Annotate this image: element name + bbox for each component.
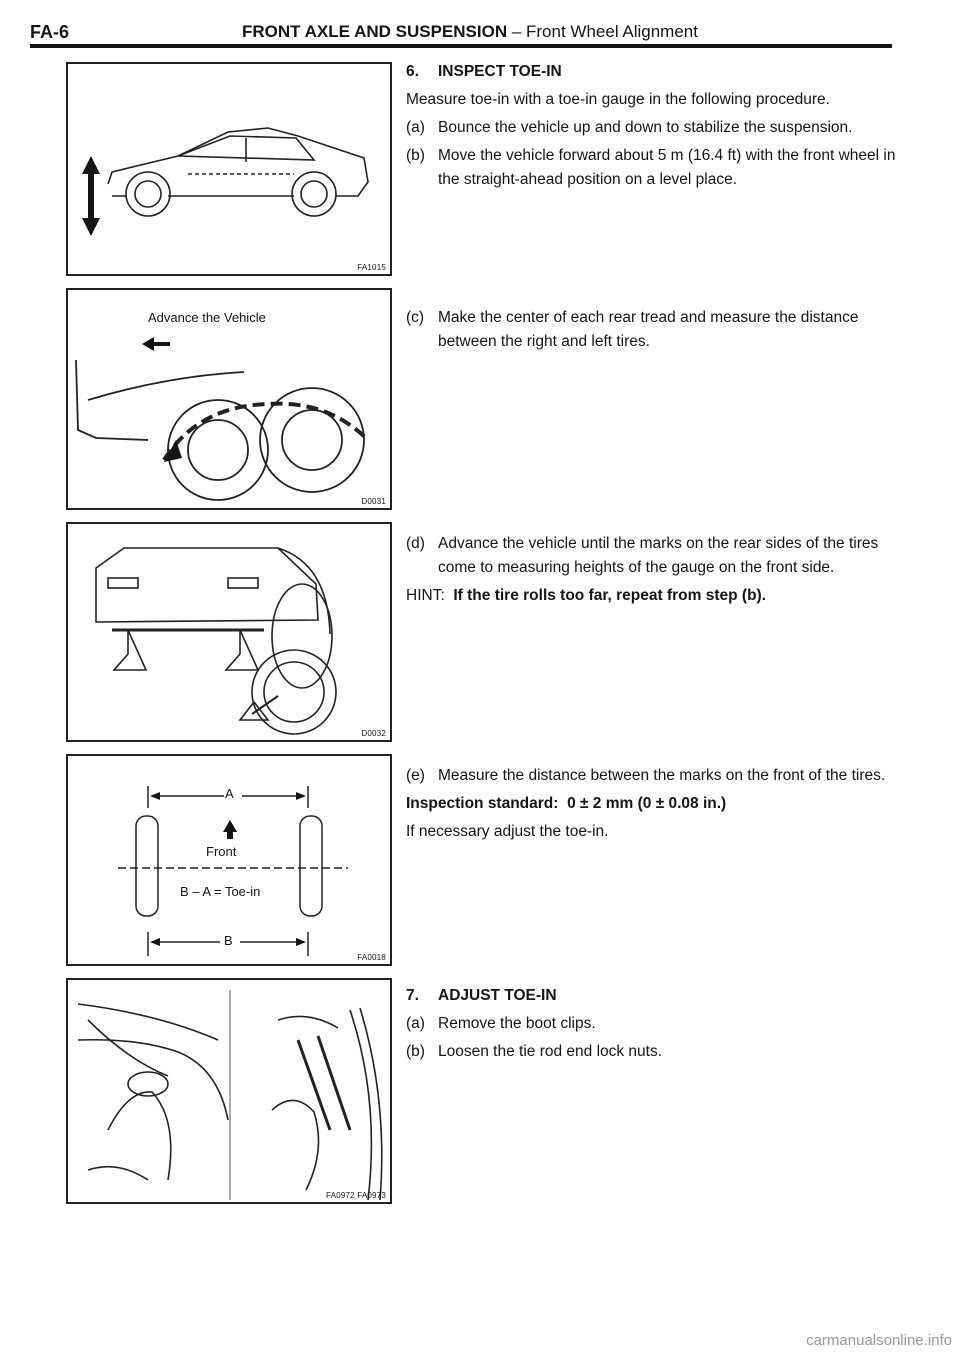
figure-code: FA0018 — [357, 953, 386, 962]
figure-advance-vehicle — [66, 288, 392, 510]
standard-label: Inspection standard: — [406, 795, 559, 812]
dimension-b-label: B — [224, 933, 233, 948]
step-6e: (e) Measure the distance between the marks on the front of the tires. — [406, 767, 886, 784]
step-7a: (a) Remove the boot clips. — [406, 1015, 596, 1032]
step-6c: (c) Make the center of each rear tread and measure the distance between the right and left tires. — [406, 309, 859, 350]
inspection-standard — [406, 792, 906, 816]
adjust-note: If necessary adjust the toe-in. — [406, 823, 609, 840]
hint — [406, 584, 906, 608]
front-label: Front — [206, 844, 237, 859]
header-rule — [30, 44, 892, 48]
figure-code: FA1015 — [357, 263, 386, 272]
standard-value: 0 ± 2 mm (0 ± 0.08 in.) — [567, 795, 727, 812]
dimension-a-label: A — [225, 786, 234, 801]
section-subtitle: – Front Wheel Alignment — [511, 22, 698, 41]
page-number: FA-6 — [30, 22, 70, 42]
figure-code: D0032 — [361, 729, 386, 738]
hint-text: If the tire rolls too far, repeat from step (b). — [453, 587, 767, 604]
section-title — [242, 22, 698, 42]
adjust-toe-in-illustration — [68, 980, 392, 1204]
watermark: carmanualsonline.info — [806, 1332, 952, 1349]
toe-in-gauge-illustration — [68, 524, 392, 742]
car-side-illustration — [68, 64, 392, 276]
step-7-heading: 7. ADJUST TOE-IN — [406, 987, 557, 1004]
section-title-main: FRONT AXLE AND SUSPENSION — [242, 22, 508, 41]
step-6d: (d) Advance the vehicle until the marks on the rear sides of the tires come to measuring heights of the gauge on the front side. — [406, 535, 879, 576]
step-6c-block — [406, 306, 906, 358]
rear-tires-illustration — [68, 290, 392, 510]
step-7-block — [406, 984, 906, 1068]
step-7-title: ADJUST TOE-IN — [438, 987, 557, 1004]
figure-toe-in-diagram — [66, 754, 392, 966]
figure-code: FA0972 FA0973 — [326, 1191, 386, 1200]
front-arrow-icon — [223, 820, 237, 839]
left-arrow-icon — [142, 337, 170, 351]
page-header — [30, 20, 890, 46]
figure-code: D0031 — [361, 497, 386, 506]
figure-adjust-toe-in — [66, 978, 392, 1204]
step-7b: (b) Loosen the tie rod end lock nuts. — [406, 1043, 663, 1060]
figure-bounce-vehicle — [66, 62, 392, 276]
step-6-title: INSPECT TOE-IN — [438, 63, 562, 80]
step-6-intro: Measure toe-in with a toe-in gauge in the following procedure. — [406, 91, 830, 108]
hint-label: HINT: — [406, 587, 445, 604]
bounce-arrow-icon — [82, 156, 100, 236]
step-6d-block — [406, 532, 906, 612]
step-6a: (a) Bounce the vehicle up and down to stabilize the suspension. — [406, 119, 853, 136]
figure-caption: Advance the Vehicle — [148, 310, 266, 325]
figure-toe-in-gauge — [66, 522, 392, 742]
toe-in-formula: B – A = Toe-in — [180, 884, 261, 899]
step-6-heading: 6. INSPECT TOE-IN — [406, 63, 562, 80]
step-6e-block — [406, 764, 906, 848]
step-6-block — [406, 60, 906, 196]
step-6b: (b) Move the vehicle forward about 5 m (16.4 ft) with the front wheel in the straight-ahead position on a level place. — [406, 147, 896, 188]
